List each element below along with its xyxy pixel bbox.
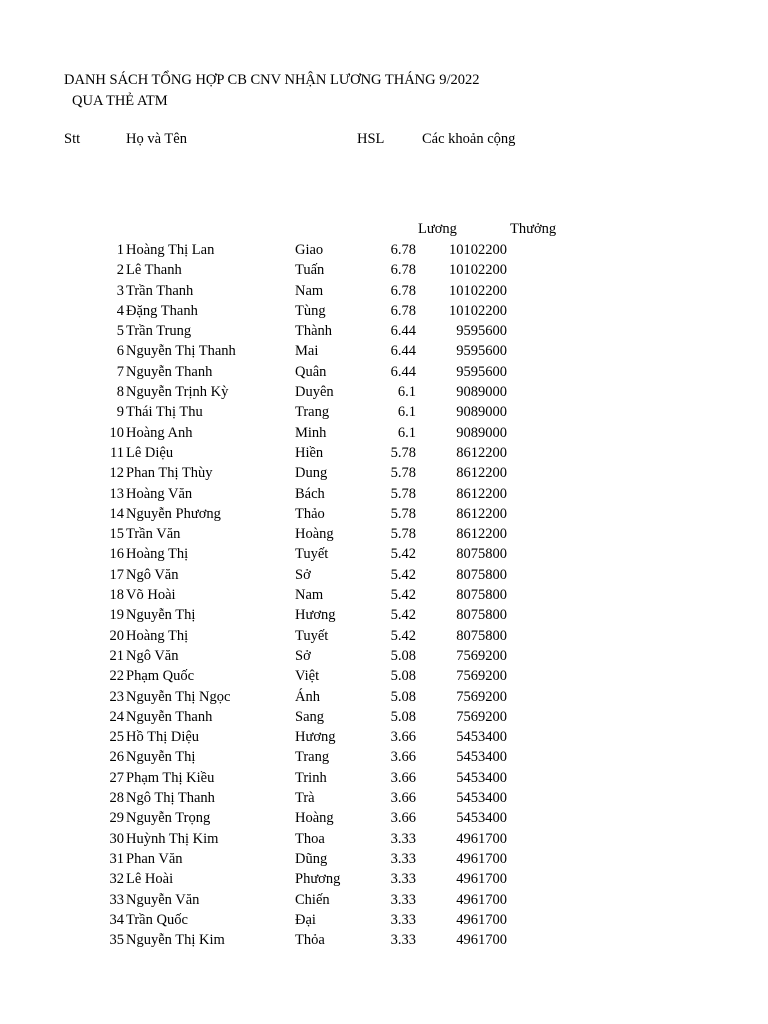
row-hsl: 3.66 <box>390 749 416 766</box>
row-ho: Ngô Thị Thanh <box>126 790 215 807</box>
row-luong: 7569200 <box>456 647 507 664</box>
table-row <box>0 910 768 930</box>
row-luong: 8612200 <box>456 444 507 461</box>
row-luong: 8075800 <box>456 566 507 583</box>
row-stt: 1 <box>116 242 124 258</box>
row-ten: Thỏa <box>295 932 325 949</box>
row-stt: 28 <box>109 790 124 807</box>
row-ho: Nguyễn Thị Ngọc <box>126 688 231 705</box>
row-stt: 30 <box>109 830 124 847</box>
row-hsl: 3.33 <box>390 850 416 867</box>
row-hsl: 6.78 <box>390 242 416 258</box>
row-luong: 4961700 <box>456 911 507 928</box>
row-ten: Hiền <box>295 444 324 461</box>
row-ten: Hoàng <box>295 526 334 543</box>
row-ho: Trần Trung <box>126 323 192 340</box>
row-stt: 26 <box>109 749 124 766</box>
row-luong: 10102200 <box>449 242 507 258</box>
row-luong: 4961700 <box>456 871 507 888</box>
row-luong: 5453400 <box>456 729 507 746</box>
row-ten: Thoa <box>295 830 325 847</box>
row-ho: Lê Diệu <box>126 444 174 461</box>
row-stt: 15 <box>109 526 124 543</box>
row-ten: Hương <box>295 729 336 746</box>
row-luong: 7569200 <box>456 708 507 725</box>
row-stt: 20 <box>109 627 124 644</box>
row-ho: Nguyễn Thanh <box>126 708 213 725</box>
row-hsl: 3.33 <box>390 871 416 888</box>
row-ten: Hoàng <box>295 810 334 827</box>
row-stt: 17 <box>109 566 124 583</box>
row-ho: Lê Thanh <box>126 262 182 279</box>
row-luong: 8075800 <box>456 587 507 604</box>
row-hsl: 3.66 <box>390 769 416 786</box>
row-ho: Huỳnh Thị Kim <box>126 830 219 847</box>
row-ho: Hồ Thị Diệu <box>126 729 200 746</box>
row-hsl: 5.42 <box>390 627 416 644</box>
row-hsl: 3.33 <box>390 830 416 847</box>
row-luong: 7569200 <box>456 688 507 705</box>
row-ten: Minh <box>295 424 327 441</box>
row-ten: Hương <box>295 607 336 624</box>
row-hsl: 3.66 <box>390 810 416 827</box>
row-hsl: 5.78 <box>390 444 416 461</box>
row-hsl: 5.08 <box>390 688 416 705</box>
row-hsl: 5.42 <box>390 607 416 624</box>
row-luong: 9595600 <box>456 343 507 360</box>
row-stt: 24 <box>109 708 124 725</box>
table-row <box>0 341 768 361</box>
row-stt: 5 <box>116 323 124 340</box>
table-row <box>0 281 768 301</box>
row-ten: Sở <box>295 566 311 583</box>
row-ho: Nguyễn Thị Thanh <box>126 343 236 360</box>
row-luong: 5453400 <box>456 749 507 766</box>
row-ho: Phạm Quốc <box>126 668 195 685</box>
row-stt: 35 <box>109 932 124 949</box>
row-stt: 22 <box>109 668 124 685</box>
row-ten: Trà <box>295 790 315 807</box>
row-luong: 5453400 <box>456 769 507 786</box>
table-row <box>0 727 768 747</box>
row-stt: 10 <box>109 424 124 441</box>
row-hsl: 6.44 <box>390 323 416 340</box>
table-row <box>0 788 768 808</box>
table-row <box>0 423 768 443</box>
row-ho: Hoàng Thị Lan <box>126 242 215 258</box>
table-row <box>0 687 768 707</box>
row-hsl: 6.78 <box>390 262 416 279</box>
row-stt: 14 <box>109 505 124 522</box>
row-stt: 25 <box>109 729 124 746</box>
row-stt: 32 <box>109 871 124 888</box>
table-row <box>0 402 768 422</box>
row-hsl: 6.44 <box>390 343 416 360</box>
table-row <box>0 544 768 564</box>
row-ho: Nguyễn Thị <box>126 749 196 766</box>
row-ten: Tuyết <box>295 627 329 644</box>
row-stt: 4 <box>116 302 124 319</box>
table-row <box>0 808 768 828</box>
table-row <box>0 646 768 666</box>
row-hsl: 5.08 <box>390 647 416 664</box>
row-luong: 9089000 <box>456 404 507 421</box>
row-ho: Nguyễn Trịnh Kỳ <box>126 384 229 401</box>
header-luong: Lương <box>418 221 457 237</box>
row-stt: 21 <box>109 647 124 664</box>
row-hsl: 6.78 <box>390 302 416 319</box>
row-luong: 9595600 <box>456 363 507 380</box>
row-ten: Tuyết <box>295 546 329 563</box>
row-luong: 8612200 <box>456 505 507 522</box>
row-ho: Lê Hoài <box>126 871 174 888</box>
row-stt: 7 <box>116 363 124 380</box>
row-ten: Sang <box>295 708 324 725</box>
row-ten: Việt <box>295 668 320 685</box>
row-hsl: 6.1 <box>397 384 416 401</box>
row-ho: Đặng Thanh <box>126 302 198 319</box>
row-stt: 6 <box>116 343 124 360</box>
row-hsl: 3.33 <box>390 911 416 928</box>
row-ho: Ngô Văn <box>126 566 179 583</box>
row-ten: Mai <box>295 343 319 360</box>
table-row <box>0 382 768 402</box>
row-ten: Dung <box>295 465 328 482</box>
table-row <box>0 565 768 585</box>
row-stt: 3 <box>116 282 124 299</box>
table-row <box>0 362 768 382</box>
row-hsl: 5.78 <box>390 465 416 482</box>
header-stt: Stt <box>64 131 81 147</box>
document-title: DANH SÁCH TỔNG HỢP CB CNV NHẬN LƯƠNG THÁNG 9/2022 <box>64 72 480 88</box>
table-row <box>0 707 768 727</box>
row-luong: 4961700 <box>456 891 507 908</box>
row-ten: Trang <box>295 749 330 766</box>
row-luong: 4961700 <box>456 830 507 847</box>
row-ho: Nguyễn Thị <box>126 607 196 624</box>
row-hsl: 6.44 <box>390 363 416 380</box>
table-row <box>0 869 768 889</box>
table-row <box>0 463 768 483</box>
row-ho: Nguyễn Thị Kim <box>126 932 225 949</box>
row-stt: 13 <box>109 485 124 502</box>
row-ten: Sở <box>295 647 311 664</box>
row-ho: Thái Thị Thu <box>126 404 203 421</box>
table-row <box>0 849 768 869</box>
row-ten: Bách <box>295 485 325 502</box>
row-ho: Hoàng Thị <box>126 546 189 563</box>
row-hsl: 5.42 <box>390 546 416 563</box>
row-luong: 7569200 <box>456 668 507 685</box>
row-luong: 8612200 <box>456 526 507 543</box>
table-row <box>0 260 768 280</box>
row-luong: 10102200 <box>449 302 507 319</box>
row-ho: Nguyễn Thanh <box>126 363 213 380</box>
row-luong: 5453400 <box>456 810 507 827</box>
row-ho: Võ Hoài <box>126 587 176 604</box>
row-ho: Trần Văn <box>126 526 181 543</box>
row-stt: 29 <box>109 810 124 827</box>
row-ho: Ngô Văn <box>126 647 179 664</box>
row-stt: 34 <box>109 911 124 928</box>
row-hsl: 6.1 <box>397 424 416 441</box>
table-row <box>0 484 768 504</box>
row-ten: Nam <box>295 587 324 604</box>
row-ten: Nam <box>295 282 324 299</box>
row-ho: Nguyễn Văn <box>126 891 200 908</box>
table-row <box>0 524 768 544</box>
row-hsl: 5.78 <box>390 526 416 543</box>
row-luong: 8075800 <box>456 546 507 563</box>
row-hsl: 5.08 <box>390 668 416 685</box>
row-ho: Trần Thanh <box>126 282 194 299</box>
row-stt: 11 <box>110 444 124 461</box>
row-luong: 4961700 <box>456 850 507 867</box>
row-ho: Hoàng Thị <box>126 627 189 644</box>
row-ho: Nguyễn Phương <box>126 505 221 522</box>
table-row <box>0 930 768 950</box>
row-ho: Phan Văn <box>126 850 183 867</box>
row-hsl: 3.66 <box>390 790 416 807</box>
row-ten: Trinh <box>295 769 327 786</box>
row-ten: Đại <box>295 911 316 928</box>
row-stt: 16 <box>109 546 124 563</box>
row-hsl: 5.42 <box>390 566 416 583</box>
row-hsl: 3.33 <box>390 891 416 908</box>
row-hsl: 5.78 <box>390 505 416 522</box>
table-row <box>0 605 768 625</box>
row-luong: 5453400 <box>456 790 507 807</box>
row-ho: Trần Quốc <box>126 911 188 928</box>
row-ten: Tuấn <box>295 262 325 279</box>
salary-table-body <box>0 240 768 950</box>
row-ten: Quân <box>295 363 327 380</box>
row-hsl: 3.66 <box>390 729 416 746</box>
table-row <box>0 504 768 524</box>
table-row <box>0 768 768 788</box>
table-row <box>0 666 768 686</box>
header-hsl: HSL <box>357 131 385 147</box>
header-cac-khoan-cong: Các khoản cộng <box>422 131 516 147</box>
row-hsl: 6.78 <box>390 282 416 299</box>
row-luong: 8612200 <box>456 485 507 502</box>
row-luong: 8075800 <box>456 607 507 624</box>
row-stt: 27 <box>109 769 124 786</box>
table-row <box>0 301 768 321</box>
row-ten: Tùng <box>295 302 326 319</box>
header-thuong: Thưởng <box>510 221 557 237</box>
row-hsl: 5.42 <box>390 587 416 604</box>
row-ho: Hoàng Văn <box>126 485 193 502</box>
row-luong: 10102200 <box>449 282 507 299</box>
row-ten: Duyên <box>295 384 334 401</box>
header-ho-va-ten: Họ và Tên <box>126 131 187 147</box>
document-subtitle: QUA THẺ ATM <box>72 93 168 109</box>
row-luong: 9089000 <box>456 384 507 401</box>
row-stt: 23 <box>109 688 124 705</box>
row-ten: Thảo <box>295 505 325 522</box>
row-luong: 8612200 <box>456 465 507 482</box>
table-row <box>0 747 768 767</box>
row-stt: 18 <box>109 587 124 604</box>
row-ho: Phạm Thị Kiều <box>126 769 215 786</box>
row-hsl: 5.78 <box>390 485 416 502</box>
row-luong: 8075800 <box>456 627 507 644</box>
row-luong: 9595600 <box>456 323 507 340</box>
row-hsl: 3.33 <box>390 932 416 949</box>
row-stt: 8 <box>116 384 124 401</box>
table-row <box>0 585 768 605</box>
row-ten: Trang <box>295 404 330 421</box>
row-stt: 31 <box>109 850 124 867</box>
row-hsl: 5.08 <box>390 708 416 725</box>
row-ten: Phương <box>295 871 341 888</box>
table-row <box>0 443 768 463</box>
row-ten: Thành <box>295 323 333 340</box>
table-row <box>0 829 768 849</box>
table-row <box>0 240 768 260</box>
row-stt: 9 <box>116 404 124 421</box>
row-luong: 9089000 <box>456 424 507 441</box>
table-row <box>0 626 768 646</box>
row-ten: Dũng <box>295 850 328 867</box>
row-ten: Giao <box>295 242 324 258</box>
row-luong: 10102200 <box>449 262 507 279</box>
row-ho: Hoàng Anh <box>126 424 193 441</box>
row-stt: 12 <box>109 465 124 482</box>
row-ten: Chiến <box>295 891 330 908</box>
row-ten: Ánh <box>295 688 320 705</box>
row-stt: 19 <box>109 607 124 624</box>
table-row <box>0 890 768 910</box>
table-row <box>0 321 768 341</box>
row-hsl: 6.1 <box>397 404 416 421</box>
row-ho: Nguyễn Trọng <box>126 810 211 827</box>
row-stt: 33 <box>109 891 124 908</box>
row-luong: 4961700 <box>456 932 507 949</box>
row-ho: Phan Thị Thùy <box>126 465 213 482</box>
row-stt: 2 <box>116 262 124 279</box>
